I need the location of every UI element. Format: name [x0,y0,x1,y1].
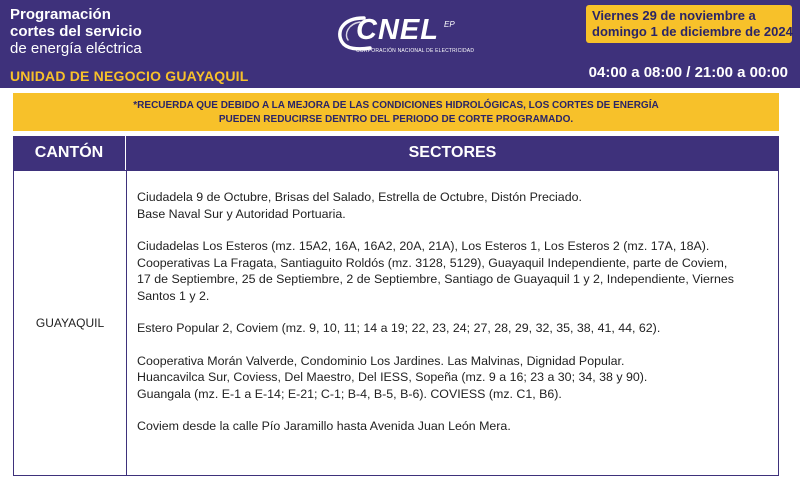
sector-paragraph [137,320,773,337]
sector-line: Estero Popular 2, Coviem (mz. 9, 10, 11; 14 a 19; 22, 23, 24; 27, 28, 29, 32, 35, 38, 41, 44, 62). [137,321,661,335]
logo-subtitle: CORPORACIÓN NACIONAL DE ELECTRICIDAD [356,48,475,54]
header-banner [0,0,800,88]
title-line-3: de energía eléctrica [10,40,142,57]
notice-line-1: *RECUERDA QUE DEBIDO A LA MEJORA DE LAS CONDICIONES HIDROLÓGICAS, LOS CORTES DE ENERGÍA [133,100,659,111]
title-line-1: Programación [10,6,111,23]
sector-line: Ciudadelas Los Esteros (mz. 15A2, 16A, 16A2, 20A, 21A), Los Esteros 1, Los Esteros 2 (mz. 17A, 18A). [137,239,710,253]
sector-line: Santos 1 y 2. [137,288,210,303]
document-title [10,6,142,57]
notice-banner [13,93,779,131]
sector-paragraph [137,238,773,304]
notice-line-2: PUEDEN REDUCIRSE DENTRO DEL PERIODO DE CORTE PROGRAMADO. [218,114,574,125]
logo-suffix: EP [444,20,455,29]
column-header-sectores: SECTORES [408,144,497,161]
sectors-cell [137,189,773,451]
cnel-logo [330,12,475,56]
sector-paragraph [137,418,773,435]
sector-line: Huancavilca Sur, Coviess, Del Maestro, Del IESS, Sopeña (mz. 9 a 16; 23 a 30; 34, 38 y 90). [137,370,648,384]
sector-line: Coviem desde la calle Pío Jaramillo hasta Avenida Juan León Mera. [137,419,511,433]
sector-paragraph [137,353,773,403]
sector-paragraph [137,189,773,222]
title-line-2: cortes del servicio [10,23,142,40]
canton-cell [14,171,126,475]
sector-line: Cooperativas La Fragata, Santiaguito Roldós (mz. 3128, 5129), Guayaquil Independiente, parte de Coviem, [137,255,728,270]
table-body [13,170,779,476]
column-divider [126,171,127,475]
column-header-canton: CANTÓN [13,136,126,170]
date-line-2: domingo 1 de diciembre de 2024 [592,24,793,39]
table-header [13,136,779,170]
date-range-badge [586,5,792,43]
sector-line: Base Naval Sur y Autoridad Portuaria. [137,206,346,221]
business-unit-label: UNIDAD DE NEGOCIO GUAYAQUIL [10,68,249,84]
sector-line: 17 de Septiembre, 25 de Septiembre, 2 de Septiembre, Santiago de Guayaquil 1 y 2, Independiente, Viernes [137,272,734,286]
sector-line: Guangala (mz. E-1 a E-14; E-21; C-1; B-4, B-5, B-6). COVIESS (mz. C1, B6). [137,386,562,401]
date-line-1: Viernes 29 de noviembre a [592,8,756,23]
sector-line: Ciudadela 9 de Octubre, Brisas del Salado, Estrella de Octubre, Distón Preciado. [137,190,582,204]
sector-line: Cooperativa Morán Valverde, Condominio Los Jardines. Las Malvinas, Dignidad Popular. [137,353,625,368]
canton-name: GUAYAQUIL [35,316,105,330]
outage-hours: 04:00 a 08:00 / 21:00 a 00:00 [588,64,788,81]
logo-wordmark: CNEL [356,14,439,46]
